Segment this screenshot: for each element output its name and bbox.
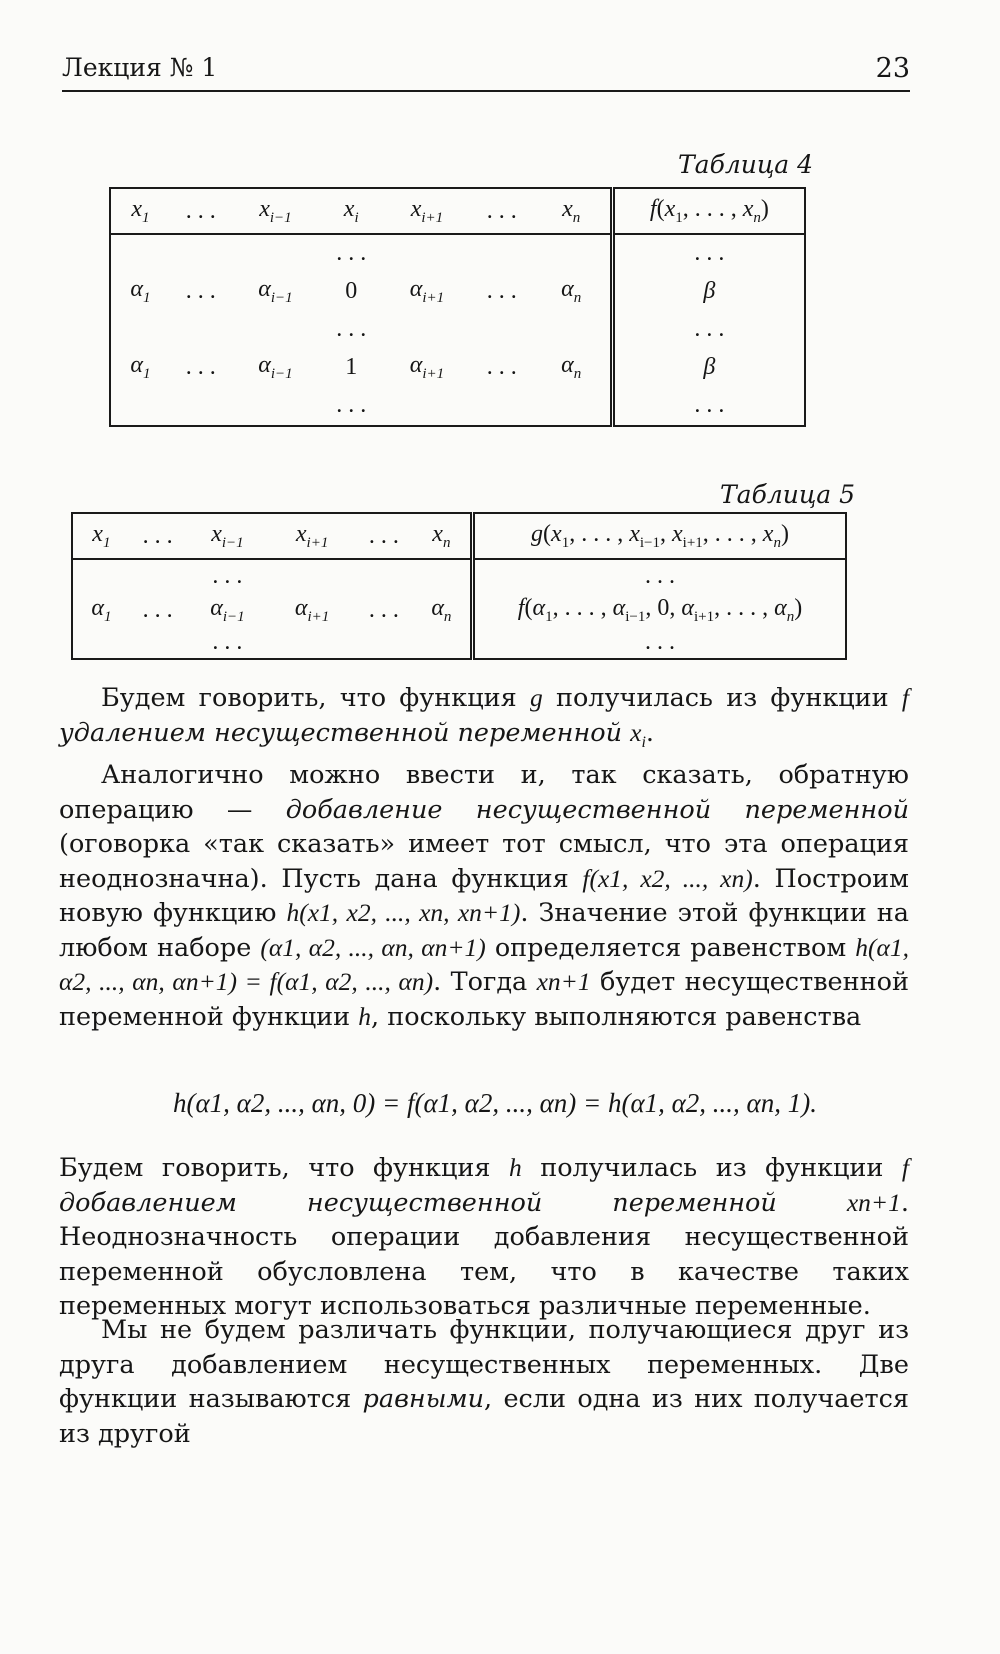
display-equation: h(α1, α2, ..., αn, 0) = f(α1, α2, ..., αn) = h(α1, α2, ..., αn, 1).	[173, 1088, 817, 1118]
table5-header-cell: $g(x_1$, . . . , $x_{i-1}$, $x_{i+1}$, . . . , $x_n$)	[473, 513, 847, 559]
table5-cell: . . .	[142, 596, 173, 623]
table4-cell: β	[612, 348, 805, 386]
math-expr: h(α1, α2, ..., αn, αn+1) = f(α1, α2, ..., αn)	[59, 932, 910, 996]
table5-header-row	[72, 513, 846, 559]
emphasis: удалением несущественной переменной	[59, 717, 623, 748]
math-expr: f(x1, x2, ..., xn)	[582, 863, 753, 893]
table4-header-row	[110, 188, 805, 234]
table4	[109, 187, 806, 427]
paragraph-4	[59, 1313, 909, 1451]
table4-cell: . . .	[486, 353, 517, 380]
table5-header-cell: $x_{i+1}$	[269, 513, 355, 559]
table5-header-cell: $x_n$	[413, 513, 473, 559]
math-var: xn+1	[536, 967, 591, 996]
table5-header-cell: . . .	[355, 513, 413, 559]
table4-cell: $\alpha_n$	[561, 351, 582, 382]
text-run: . Значение этой функции на любом наборе	[59, 898, 909, 963]
table4-cell: . . .	[486, 277, 517, 304]
math-var: f	[901, 683, 909, 712]
table4-cell: . . .	[612, 234, 805, 272]
table-row	[72, 627, 846, 659]
table-row	[110, 348, 805, 386]
math-var: f	[901, 1153, 909, 1182]
text-run: , поскольку выполняются равенства	[371, 1001, 862, 1032]
table5-cell: . . .	[473, 627, 847, 659]
table-row	[110, 272, 805, 310]
math-var: h	[358, 1001, 372, 1031]
text-run: определяется равенством	[485, 932, 856, 963]
table4-header-cell: $x_n$	[533, 188, 613, 234]
lecture-title: Лекция № 1	[62, 53, 218, 82]
table4-cell: $\alpha_{i-1}$	[258, 275, 293, 306]
table4-caption: Таблица 4	[678, 150, 814, 179]
paragraph-1: Будем говорить, что функция g получилась из функции f удалением несущественной переменной $x_i$.	[59, 683, 909, 751]
table4-cell: $\alpha_1$	[130, 275, 151, 306]
table4-cell: . . .	[185, 353, 216, 380]
table5-cell: $\alpha_1$	[91, 594, 112, 625]
table5-cell: . . .	[212, 629, 243, 655]
text-run: Будем говорить, что функция	[59, 1153, 509, 1183]
text-run: получилась из функции	[542, 683, 902, 713]
math-var: x	[630, 717, 642, 747]
text-run: получилась из функции	[521, 1153, 902, 1183]
table4-header-cell: $x_i$	[319, 188, 383, 234]
text-run: будет несущественной переменной функции	[59, 967, 909, 1032]
table4-cell: $\alpha_{i-1}$	[258, 351, 293, 382]
emphasis: добавлением несущественной переменной	[59, 1187, 777, 1218]
table5-cell: $\alpha_{i-1}$	[210, 594, 245, 625]
table5-cell: . . .	[473, 559, 847, 593]
running-head	[62, 48, 910, 92]
table5-header-cell: $x_1$	[72, 513, 130, 559]
table-row	[110, 310, 805, 348]
table5-cell: $f(\alpha_1$, . . . , $\alpha_{i-1}$, 0, $\alpha_{i+1}$, . . . , $\alpha_n$)	[473, 593, 847, 627]
table5-cell: $\alpha_{i+1}$	[294, 594, 330, 625]
emphasis: равными	[362, 1384, 485, 1414]
table5-header-cell: $x_{i-1}$	[186, 513, 270, 559]
text-run: . Построим новую функцию	[59, 863, 909, 928]
math-var: g	[529, 683, 543, 712]
text-run: Аналогично можно ввести и, так сказать, обратную операцию —	[59, 760, 909, 825]
table-row	[72, 593, 846, 627]
table4-cell: . . .	[612, 310, 805, 348]
page-number: 23	[875, 53, 910, 84]
text-run: . Тогда	[433, 967, 537, 997]
table4-cell: . . .	[336, 240, 367, 266]
table4-header-cell: . . .	[170, 188, 232, 234]
table4-cell: $\alpha_{i+1}$	[409, 351, 445, 382]
table4-cell: . . .	[185, 277, 216, 304]
text-run: , если одна из них получается из другой	[59, 1384, 909, 1449]
table5-cell: . . .	[212, 563, 243, 589]
table4-cell: 0	[345, 277, 358, 304]
table-row	[110, 386, 805, 426]
table4-header-cell: $x_{i+1}$	[383, 188, 471, 234]
text-run: Будем говорить, что функция	[101, 683, 530, 713]
table4-header-cell: $f(x_1$, . . . , $x_n$)	[612, 188, 805, 234]
math-expr: h(x1, x2, ..., xn, xn+1)	[286, 898, 521, 927]
math-var: h	[508, 1153, 522, 1182]
text-run: . Неоднозначность операции добавления несущественной переменной обусловлена тем, что в качестве таких переменных могут использоваться различные переменные.	[59, 1187, 909, 1321]
table4-cell: $\alpha_n$	[561, 275, 582, 306]
table4-header-cell: . . .	[471, 188, 533, 234]
text-run: (оговорка «так сказать» имеет тот смысл, что эта операция неоднозначна). Пусть дана функция	[59, 829, 909, 894]
emphasis: добавление несущественной переменной	[285, 794, 909, 825]
table4-cell: $\alpha_{i+1}$	[409, 275, 445, 306]
table4-cell: β	[612, 272, 805, 310]
math-var: xn+1	[846, 1187, 901, 1217]
table5-header-cell: . . .	[130, 513, 186, 559]
math-expr: (α1, α2, ..., αn, αn+1)	[260, 932, 486, 962]
table4-cell: $\alpha_1$	[130, 351, 151, 382]
table4-cell: 1	[345, 353, 358, 380]
math-sub: i	[641, 733, 646, 751]
table4-cell: . . .	[612, 386, 805, 426]
paragraph-2	[59, 758, 909, 1034]
table-row	[72, 559, 846, 593]
text-run: Мы не будем различать функции, получающиеся друг из друга добавлением несущественных переменных. Две функции называются	[59, 1315, 909, 1414]
table4-header-cell: $x_{i-1}$	[232, 188, 320, 234]
table4-cell: . . .	[336, 315, 367, 342]
table5	[71, 512, 847, 660]
table-row	[110, 234, 805, 272]
table5-cell: $\alpha_n$	[431, 594, 452, 625]
table4-header-cell: $x_1$	[110, 188, 170, 234]
paragraph-3	[59, 1151, 909, 1324]
table5-caption: Таблица 5	[720, 480, 856, 509]
table4-cell: . . .	[336, 392, 367, 418]
table5-cell: . . .	[368, 596, 399, 623]
